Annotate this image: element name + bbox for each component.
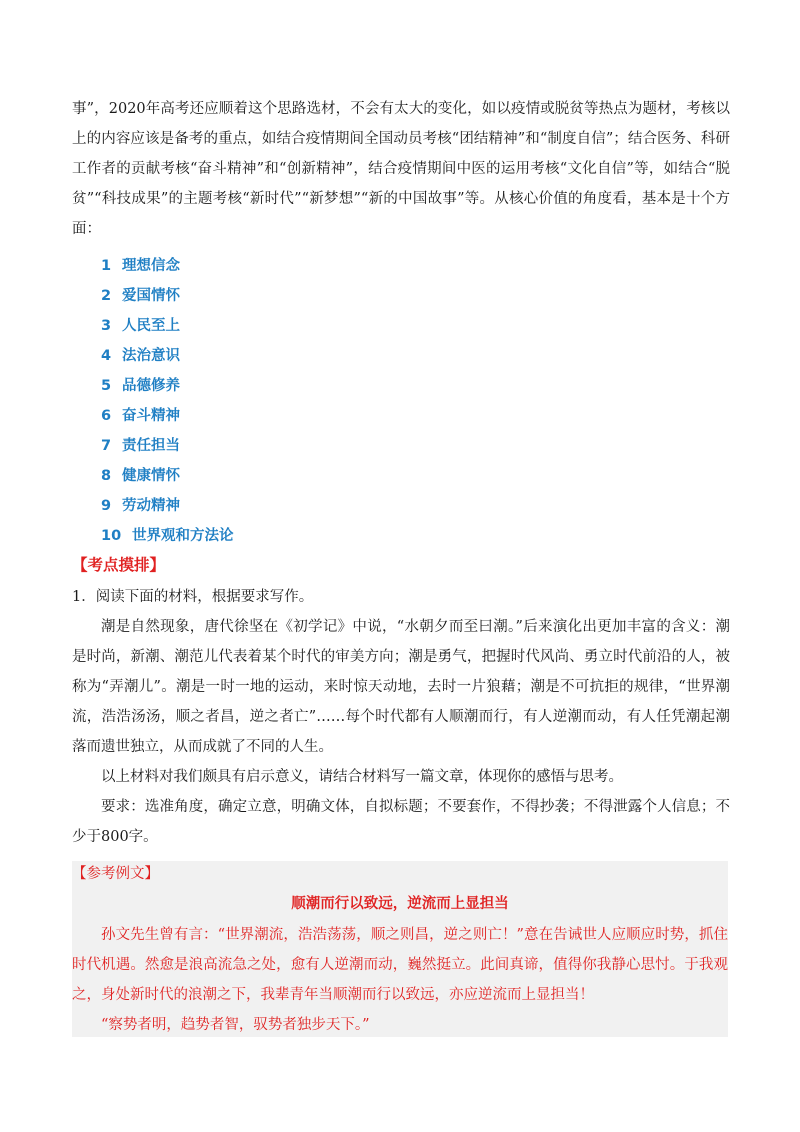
list-item xyxy=(101,281,234,311)
question-intro: 1．阅读下面的材料，根据要求写作。 xyxy=(72,589,314,605)
list-item-number: 6 xyxy=(101,408,112,424)
list-item xyxy=(101,521,234,551)
list-item-label: 世界观和方法论 xyxy=(132,528,234,544)
list-item xyxy=(101,431,234,461)
list-item-label: 法治意识 xyxy=(122,348,180,364)
list-item xyxy=(101,461,234,491)
list-item-label: 奋斗精神 xyxy=(122,408,180,424)
list-item-number: 1 xyxy=(101,258,112,274)
question-prompt: 以上材料对我们颇具有启示意义，请结合材料写一篇文章，体现你的感悟与思考。 xyxy=(101,769,623,785)
list-item xyxy=(101,491,234,521)
question-requirements: 要求：选准角度，确定立意，明确文体，自拟标题；不要套作，不得抄袭；不得泄露个人信息；不少于800字。 xyxy=(72,799,730,845)
list-item-number: 2 xyxy=(101,288,112,304)
list-item xyxy=(101,311,234,341)
reference-body xyxy=(72,920,728,1040)
list-item-number: 7 xyxy=(101,438,112,454)
reference-tag: 【参考例文】 xyxy=(72,866,159,882)
reference-title: 顺潮而行以致远，逆流而上显担当 xyxy=(291,895,509,912)
list-item xyxy=(101,251,234,281)
list-item-label: 健康情怀 xyxy=(122,468,180,484)
list-item-number: 8 xyxy=(101,468,112,484)
section-heading: 【考点摸排】 xyxy=(72,556,166,574)
list-item-label: 责任担当 xyxy=(122,438,180,454)
list-item xyxy=(101,371,234,401)
list-item-label: 品德修养 xyxy=(122,378,180,394)
list-item-label: 人民至上 xyxy=(122,318,180,334)
intro-section xyxy=(72,94,730,244)
reference-paragraph: 孙文先生曾有言：“世界潮流，浩浩荡荡，顺之则昌，逆之则亡！”意在告诫世人应顺应时势，抓住时代机遇。然愈是浪高流急之处，愈有人逆潮而动，巍然挺立。此间真谛，值得你我静心思忖。于我观之，身处新时代的浪潮之下，我辈青年当顺潮而行以致远，亦应逆流而上显担当！ xyxy=(72,927,728,1003)
list-item-label: 爱国情怀 xyxy=(122,288,180,304)
list-item-number: 5 xyxy=(101,378,112,394)
list-item-label: 理想信念 xyxy=(122,258,180,274)
list-item-number: 3 xyxy=(101,318,112,334)
reference-paragraph: “察势者明，趋势者智，驭势者独步天下。” xyxy=(101,1017,370,1033)
list-item-number: 10 xyxy=(101,528,122,544)
list-item-number: 4 xyxy=(101,348,112,364)
question-material: 潮是自然现象，唐代徐坚在《初学记》中说，“水朝夕而至曰潮。”后来演化出更加丰富的含义：潮是时尚，新潮、潮范儿代表着某个时代的审美方向；潮是勇气，把握时代风尚、勇立时代前沿的人，被称为“弄潮儿”。潮是一时一地的运动，来时惊天动地，去时一片狼藉；潮是不可抗拒的规律，“世界潮流，浩浩汤汤，顺之者昌，逆之者亡”……每个时代都有人顺潮而行，有人逆潮而动，有人任凭潮起潮落而遗世独立，从而成就了不同的人生。 xyxy=(72,619,730,755)
list-item-number: 9 xyxy=(101,498,112,514)
list-item xyxy=(101,341,234,371)
list-item xyxy=(101,401,234,431)
question-section xyxy=(72,582,730,852)
list-item-label: 劳动精神 xyxy=(122,498,180,514)
core-values-list xyxy=(101,251,234,551)
intro-paragraph: 事”，2020年高考还应顺着这个思路选材，不会有太大的变化，如以疫情或脱贫等热点为题材，考核以上的内容应该是备考的重点，如结合疫情期间全国动员考核“团结精神”和“制度自信”；结合医务、科研工作者的贡献考核“奋斗精神”和“创新精神”，结合疫情期间中医的运用考核“文化自信”等，如结合“脱贫”“科技成果”的主题考核“新时代”“新梦想”“新的中国故事”等。从核心价值的角度看，基本是十个方面： xyxy=(72,101,730,237)
